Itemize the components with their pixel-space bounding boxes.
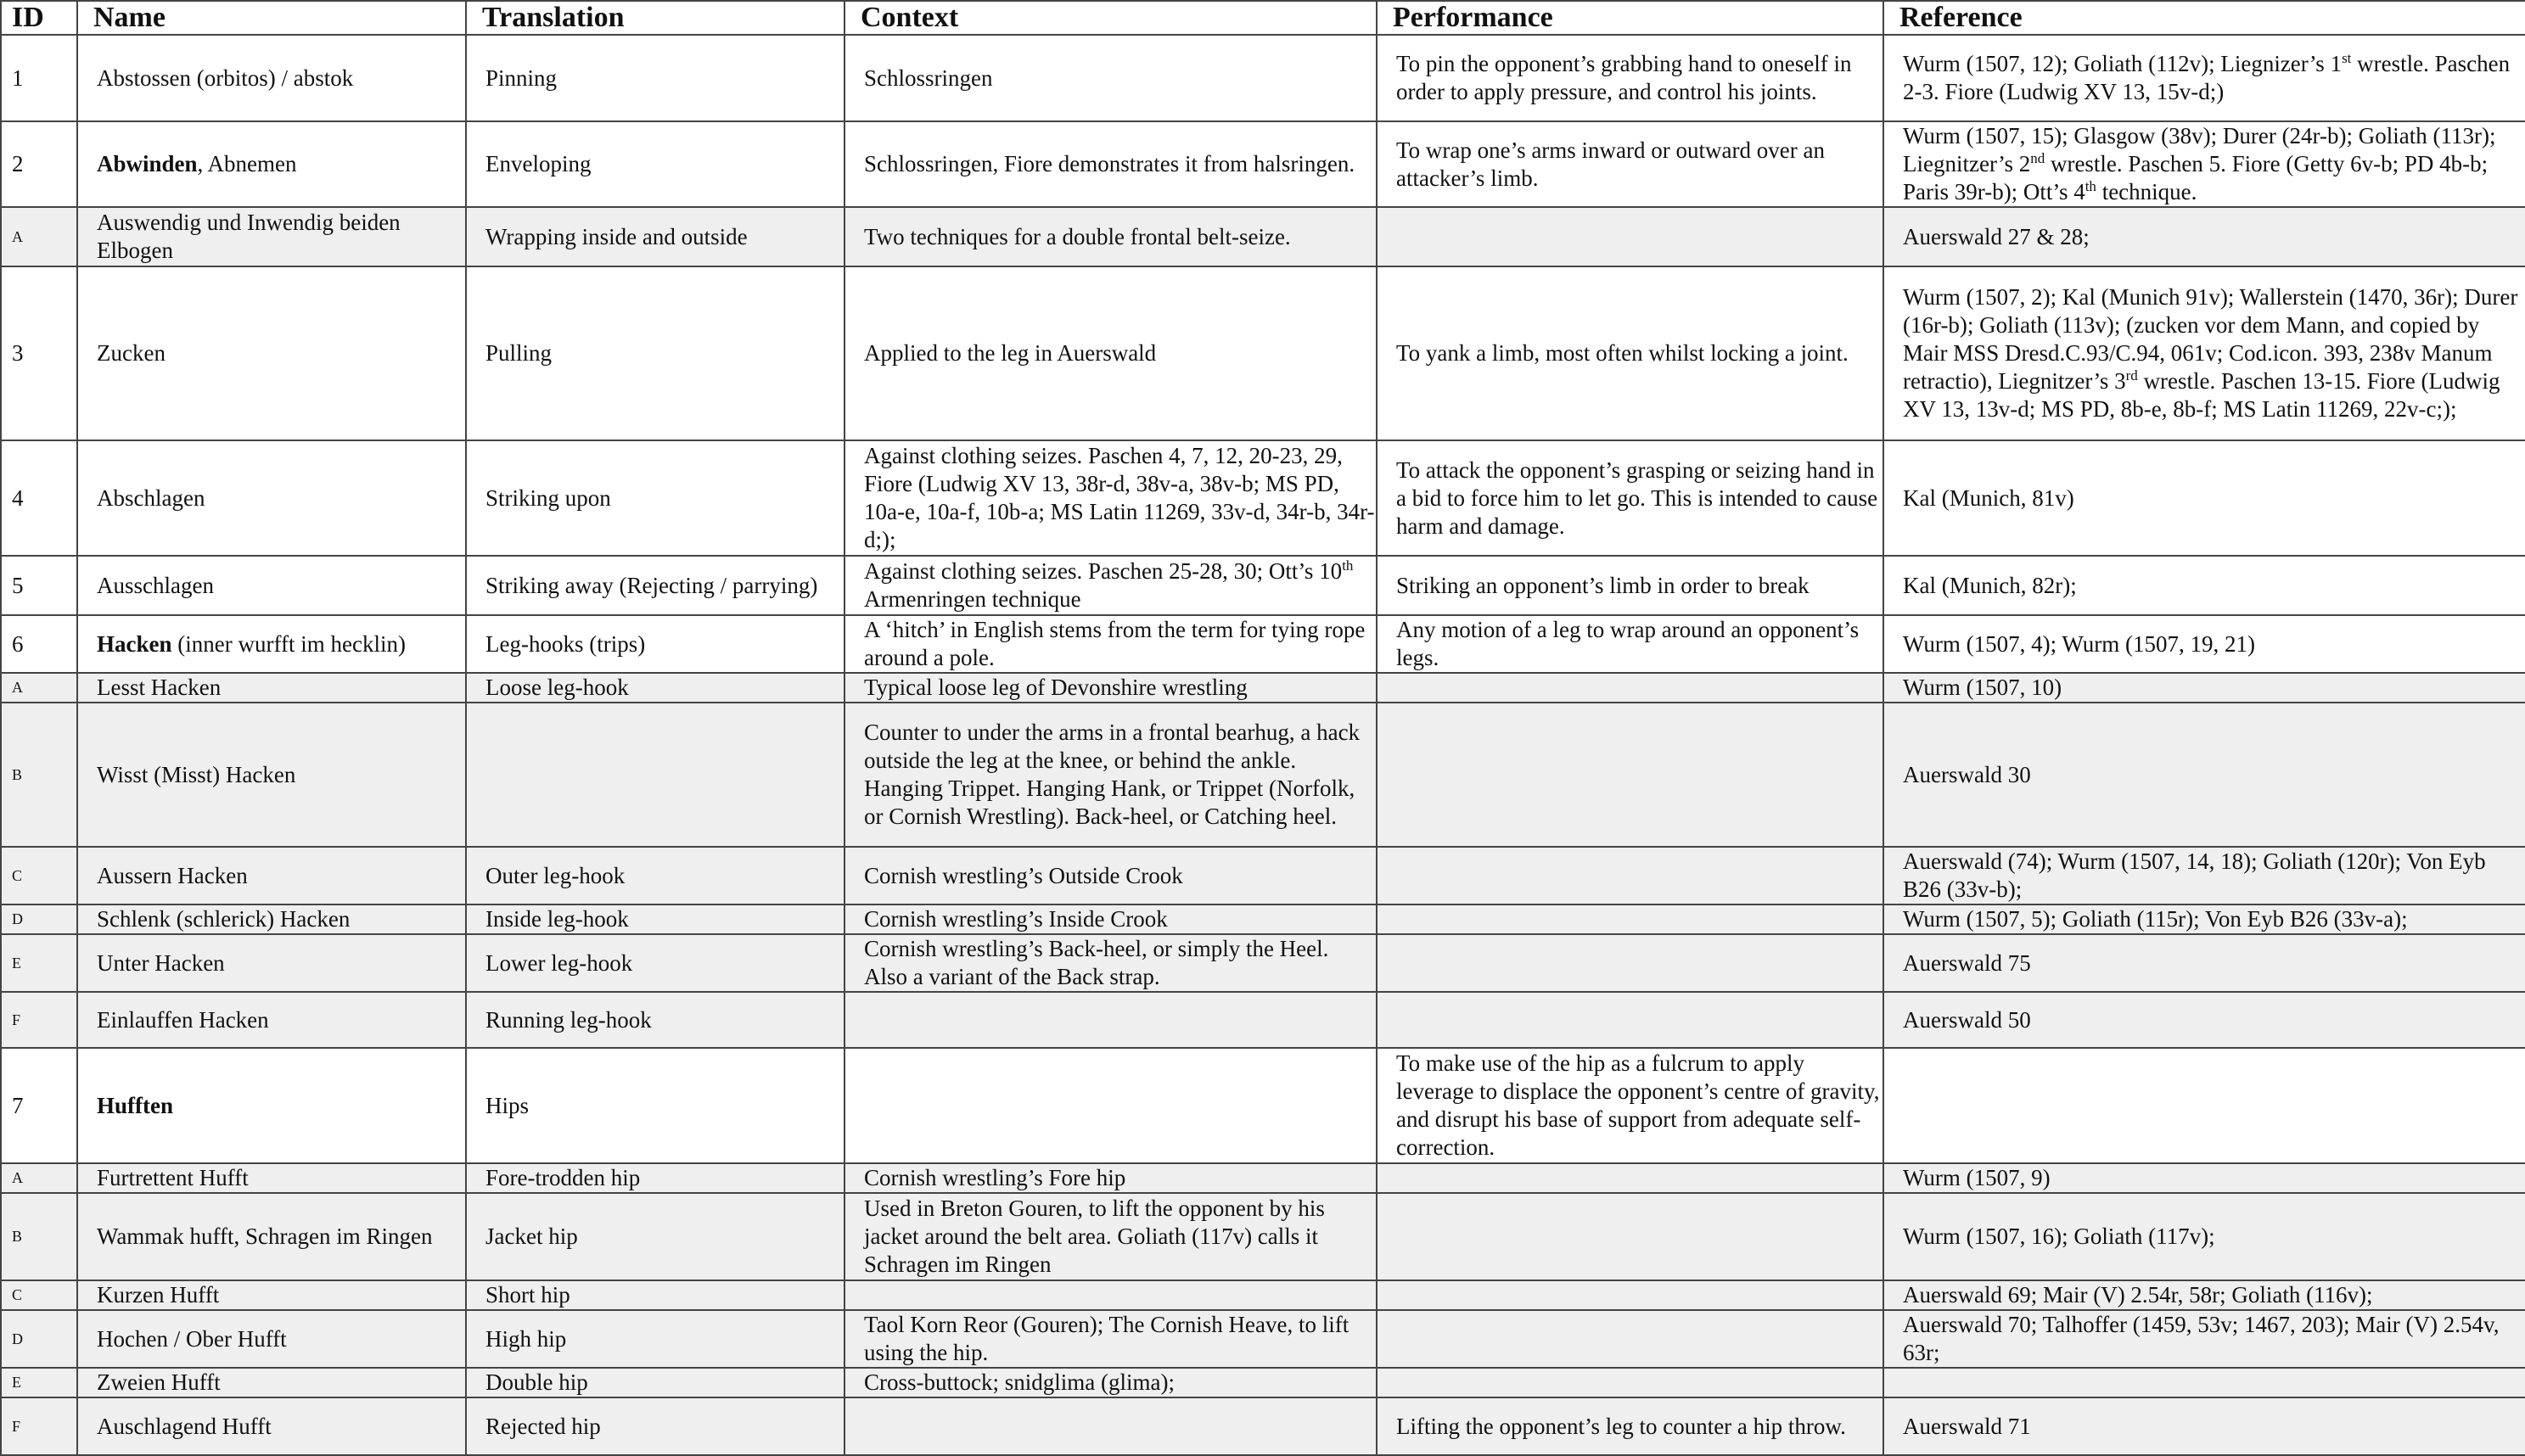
cell-id: 2 (1, 121, 77, 207)
table-row (1, 1310, 2525, 1368)
cell-context: Cornish wrestling’s Inside Crook (844, 904, 1377, 934)
cell-context: Typical loose leg of Devonshire wrestling (844, 673, 1377, 703)
name-text: Wisst (Misst) Hacken (97, 761, 296, 787)
name-text: Lesst Hacken (97, 675, 222, 700)
cell-performance (1377, 1310, 1883, 1368)
cell-translation: Outer leg-hook (466, 847, 844, 904)
cell-name (77, 1048, 466, 1163)
cell-translation: Pinning (466, 35, 844, 121)
cell-id: 6 (1, 615, 77, 673)
cell-reference: Auerswald 30 (1883, 703, 2525, 847)
cell-name (77, 1193, 466, 1280)
cell-context: Against clothing seizes. Paschen 4, 7, 12, 20-23, 29, Fiore (Ludwig XV 13, 38r-d, 38v-a, 38v-b; MS PD, 10a-e, 10a-f, 10b-a; MS Latin 11269, 33v-d, 34r-b, 34r-d;); (844, 440, 1377, 556)
name-text: Unter Hacken (97, 949, 225, 976)
cell-performance: To wrap one’s arms inward or outward over an attacker’s limb. (1377, 121, 1883, 207)
name-text: , Abnemen (197, 151, 297, 176)
table-row (1, 847, 2525, 904)
cell-performance (1377, 992, 1883, 1048)
cell-context (844, 1397, 1377, 1455)
table-row (1, 703, 2525, 847)
table-row (1, 1368, 2525, 1397)
name-text: Ausschlagen (97, 572, 214, 598)
cell-name (77, 615, 466, 673)
cell-name (77, 440, 466, 556)
table-row (1, 121, 2525, 207)
name-text: Zucken (97, 340, 166, 366)
cell-reference: Auerswald 70; Talhoffer (1459, 53v; 1467, 203); Mair (V) 2.54v, 63r; (1883, 1310, 2525, 1368)
cell-performance: To make use of the hip as a fulcrum to apply leverage to displace the opponent’s centre of gravity, and disrupt his base of support from adequate self-correction. (1377, 1048, 1883, 1163)
cell-context: Taol Korn Reor (Gouren); The Cornish Heave, to lift using the hip. (844, 1310, 1377, 1368)
cell-reference (1883, 1048, 2525, 1163)
cell-id: D (1, 904, 77, 934)
cell-name (77, 266, 466, 440)
cell-reference: Auerswald 71 (1883, 1397, 2525, 1455)
cell-context (844, 1280, 1377, 1310)
cell-reference: Auerswald (74); Wurm (1507, 14, 18); Goliath (120r); Von Eyb B26 (33v-b); (1883, 847, 2525, 904)
cell-id: 5 (1, 556, 77, 615)
cell-translation: High hip (466, 1310, 844, 1368)
cell-context: Applied to the leg in Auerswald (844, 266, 1377, 440)
cell-id: F (1, 992, 77, 1048)
cell-reference: Wurm (1507, 9) (1883, 1163, 2525, 1193)
cell-context (844, 556, 1377, 615)
cell-translation: Jacket hip (466, 1193, 844, 1280)
cell-name (77, 1310, 466, 1368)
table-row (1, 207, 2525, 266)
cell-translation: Striking upon (466, 440, 844, 556)
cell-context (844, 992, 1377, 1048)
cell-name (77, 121, 466, 207)
cell-id: D (1, 1310, 77, 1368)
cell-reference: Wurm (1507, 5); Goliath (115r); Von Eyb B26 (33v-a); (1883, 904, 2525, 934)
name-bold: Abwinden (97, 151, 198, 176)
ref-sup: th (2085, 178, 2096, 194)
cell-performance (1377, 1163, 1883, 1193)
cell-performance (1377, 1193, 1883, 1280)
cell-id: B (1, 1193, 77, 1280)
name-text: Wammak hufft, Schragen im Ringen (97, 1224, 433, 1249)
cell-translation: Double hip (466, 1368, 844, 1397)
cell-name (77, 1163, 466, 1193)
cell-translation: Inside leg-hook (466, 904, 844, 934)
name-text: Einlauffen Hacken (97, 1006, 269, 1033)
name-text: Schlenk (schlerick) Hacken (97, 906, 351, 932)
cell-name (77, 992, 466, 1048)
cell-name (77, 847, 466, 904)
cell-name (77, 207, 466, 266)
cell-reference: Kal (Munich, 82r); (1883, 556, 2525, 615)
cell-id: A (1, 207, 77, 266)
ref-text: wrestle. Paschen 5. Fiore (Getty 6v-b; PD 4b-b; Paris 39r-b); Ott’s 4 (1903, 151, 2489, 204)
name-text: Furtrettent Hufft (97, 1165, 249, 1190)
table-row (1, 673, 2525, 703)
cell-performance (1377, 673, 1883, 703)
header-row (1, 1, 2525, 35)
name-text: (inner wurfft im hecklin) (171, 630, 406, 657)
cell-name (77, 35, 466, 121)
name-text: Zweien Hufft (97, 1369, 221, 1395)
cell-reference (1883, 1368, 2525, 1397)
cell-translation: Lower leg-hook (466, 934, 844, 992)
cell-translation: Loose leg-hook (466, 673, 844, 703)
cell-performance: Striking an opponent’s limb in order to break (1377, 556, 1883, 615)
cell-performance: To yank a limb, most often whilst locking a joint. (1377, 266, 1883, 440)
cell-context: A ‘hitch’ in English stems from the term for tying rope around a pole. (844, 615, 1377, 673)
cell-name (77, 556, 466, 615)
header-context: Context (844, 1, 1377, 35)
cell-translation: Hips (466, 1048, 844, 1163)
cell-name (77, 1368, 466, 1397)
cell-reference: Auerswald 75 (1883, 934, 2525, 992)
cell-name (77, 673, 466, 703)
ref-text: Wurm (1507, 12); Goliath (112v); Liegnizer’s 1 (1903, 51, 2343, 76)
table-row (1, 615, 2525, 673)
cell-id: 3 (1, 266, 77, 440)
table-row (1, 1397, 2525, 1455)
cell-reference: Auerswald 27 & 28; (1883, 207, 2525, 266)
cell-translation: Leg-hooks (trips) (466, 615, 844, 673)
cell-performance (1377, 934, 1883, 992)
cell-name (77, 934, 466, 992)
table-row (1, 266, 2525, 440)
table-row (1, 556, 2525, 615)
cell-translation: Rejected hip (466, 1397, 844, 1455)
cell-translation: Short hip (466, 1280, 844, 1310)
name-bold: Hufften (97, 1092, 173, 1118)
cell-context: Schlossringen, Fiore demonstrates it from halsringen. (844, 121, 1377, 207)
cell-translation: Pulling (466, 266, 844, 440)
cell-id: B (1, 703, 77, 847)
cell-reference (1883, 121, 2525, 207)
table-row (1, 934, 2525, 992)
cell-id: C (1, 1280, 77, 1310)
cell-performance (1377, 847, 1883, 904)
cell-id: E (1, 934, 77, 992)
name-text: Abschlagen (97, 484, 205, 511)
name-text: Aussern Hacken (97, 862, 248, 888)
cell-performance (1377, 207, 1883, 266)
table-row (1, 904, 2525, 934)
cell-id: 1 (1, 35, 77, 121)
table-row (1, 992, 2525, 1048)
cell-id: A (1, 1163, 77, 1193)
cell-reference: Kal (Munich, 81v) (1883, 440, 2525, 556)
table-row (1, 440, 2525, 556)
cell-id: C (1, 847, 77, 904)
cell-performance: Lifting the opponent’s leg to counter a hip throw. (1377, 1397, 1883, 1455)
cell-id: 7 (1, 1048, 77, 1163)
cell-reference (1883, 266, 2525, 440)
name-text: Kurzen Hufft (97, 1282, 220, 1308)
cell-performance: To attack the opponent’s grasping or seizing hand in a bid to force him to let go. This is intended to cause harm and damage. (1377, 440, 1883, 556)
cell-translation: Fore-trodden hip (466, 1163, 844, 1193)
table-row (1, 1048, 2525, 1163)
cell-context (844, 1048, 1377, 1163)
cell-performance: Any motion of a leg to wrap around an opponent’s legs. (1377, 615, 1883, 673)
cell-id: F (1, 1397, 77, 1455)
ref-text: Wurm (1507, 2); Kal (Munich 91v); Wallerstein (1470, 36r); Durer (16r-b); Goliath (113v); (zucken vor dem Mann, and copied by Mair MSS Dresd.C.93/C.94, 061v; Cod.icon. 393, 238v Manum retractio), Liegnitzer’s 3 (1903, 284, 2518, 394)
cell-context: Schlossringen (844, 35, 1377, 121)
table-row (1, 35, 2525, 121)
cell-reference: Wurm (1507, 4); Wurm (1507, 19, 21) (1883, 615, 2525, 673)
cell-context: Two techniques for a double frontal belt-seize. (844, 207, 1377, 266)
cell-context: Cornish wrestling’s Fore hip (844, 1163, 1377, 1193)
header-reference: Reference (1883, 1, 2525, 35)
cell-name (77, 1397, 466, 1455)
cell-reference (1883, 35, 2525, 121)
cell-reference: Auerswald 50 (1883, 992, 2525, 1048)
cell-context: Cross-buttock; snidglima (glima); (844, 1368, 1377, 1397)
table-row (1, 1280, 2525, 1310)
cell-context: Cornish wrestling’s Outside Crook (844, 847, 1377, 904)
cell-performance: To pin the opponent’s grabbing hand to oneself in order to apply pressure, and control his joints. (1377, 35, 1883, 121)
cell-performance (1377, 904, 1883, 934)
table-row (1, 1193, 2525, 1280)
name-bold: Hacken (97, 630, 172, 657)
header-performance: Performance (1377, 1, 1883, 35)
context-sup: th (1342, 557, 1354, 574)
ref-text: wrestle. Paschen 2-3. Fiore (Ludwig XV 13, 15v-d;) (1903, 51, 2511, 104)
cell-id: 4 (1, 440, 77, 556)
ref-text: wrestle. Paschen 13-15. Fiore (Ludwig XV 13, 13v-d; MS PD, 8b-e, 8b-f; MS Latin 11269, 22v-c;); (1903, 368, 2500, 422)
cell-performance (1377, 703, 1883, 847)
cell-reference: Auerswald 69; Mair (V) 2.54r, 58r; Goliath (116v); (1883, 1280, 2525, 1310)
cell-context: Counter to under the arms in a frontal bearhug, a hack outside the leg at the knee, or behind the ankle. Hanging Trippet. Hanging Hank, or Trippet (Norfolk, or Cornish Wrestling). Back-heel, or Catching heel. (844, 703, 1377, 847)
cell-performance (1377, 1368, 1883, 1397)
context-text: Armenringen technique (864, 586, 1081, 612)
name-text: Auschlagend Hufft (97, 1413, 272, 1439)
header-name: Name (77, 1, 466, 35)
context-text: Against clothing seizes. Paschen 25-28, 30; Ott’s 10 (864, 558, 1343, 584)
cell-id: E (1, 1368, 77, 1397)
cell-translation: Striking away (Rejecting / parrying) (466, 556, 844, 615)
cell-performance (1377, 1280, 1883, 1310)
name-text: Abstossen (orbitos) / abstok (97, 64, 354, 91)
ref-sup: rd (2125, 367, 2138, 384)
cell-context: Cornish wrestling’s Back-heel, or simply the Heel. Also a variant of the Back strap. (844, 934, 1377, 992)
ref-text: technique. (2096, 179, 2197, 204)
cell-name (77, 904, 466, 934)
cell-translation: Running leg-hook (466, 992, 844, 1048)
cell-name (77, 703, 466, 847)
cell-translation (466, 703, 844, 847)
name-text: Auswendig und Inwendig beiden Elbogen (97, 210, 401, 263)
ref-sup: nd (2030, 150, 2045, 166)
cell-name (77, 1280, 466, 1310)
header-translation: Translation (466, 1, 844, 35)
name-text: Hochen / Ober Hufft (97, 1325, 287, 1352)
cell-id: A (1, 673, 77, 703)
cell-translation: Enveloping (466, 121, 844, 207)
cell-reference: Wurm (1507, 10) (1883, 673, 2525, 703)
cell-reference: Wurm (1507, 16); Goliath (117v); (1883, 1193, 2525, 1280)
cell-translation: Wrapping inside and outside (466, 207, 844, 266)
header-id: ID (1, 1, 77, 35)
ref-sup: st (2342, 50, 2352, 66)
ref-text: Wurm (1507, 15); Glasgow (38v); Durer (24r-b); Goliath (113r); Liegnitzer’s 2 (1903, 123, 2496, 176)
cell-context: Used in Breton Gouren, to lift the opponent by his jacket around the belt area. Goliath (117v) calls it Schragen im Ringen (844, 1193, 1377, 1280)
table-row (1, 1163, 2525, 1193)
